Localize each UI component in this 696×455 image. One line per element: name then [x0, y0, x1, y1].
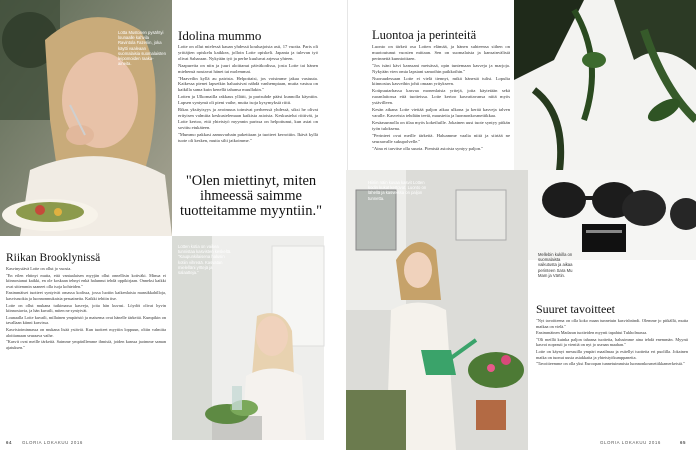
- paragraph: Lotte on käynyt messuilla ympäri maailmaa ja esitellyt tuotteita eri puolilla. Jokainen matka on tuonut uusia asiakkaita ja yhteistyökumppaneita.: [536, 348, 688, 360]
- section-body-luontoa-ja-perinteita: [372, 44, 510, 152]
- sunglasses-illustration: [514, 170, 696, 260]
- paragraph: "Nyt tavoitteena on olla koko maan tunnetuin kasvisbrändi. Olemme jo pitkällä, mutta matkaa on vielä.": [536, 318, 688, 329]
- right-page-number: 65: [680, 440, 687, 445]
- paragraph: Lounaalla Lotte kuvaili, millainen ympäristö ja maisema ovat hänelle tärkeitä. Kumpikin on tavallaan kiinni kasvissa.: [6, 314, 166, 326]
- paragraph: Kasvistoiminnassa on mukana lisää ystäviä. Kun tuotteet myytiin loppuun, oltiin valmiita aloittamaan seuraava vaihe.: [6, 326, 166, 338]
- paragraph: "Aina ei tarvitse olla suuria. Pienistä asioista syntyy paljon.": [372, 145, 484, 151]
- section-heading-suuret-tavoitteet: Suuret tavoitteet: [536, 302, 615, 316]
- paragraph: "Oli meillä kuinka paljon tahansa tuotteita, halusimme aina tehdä enemmän. Myynti kasvoi nopeasti ja vientiä on nyt jo useaan maahan.": [536, 336, 688, 348]
- kitchen-photo: [172, 236, 324, 440]
- section-body-idolina-mummo: [178, 44, 318, 145]
- paragraph: "En eilen ehtinyt mutta, että vantaalaisen myyjän ollut onnellisin kotiväki. Minua ei kiinnostanut kaikki, en ole koskaan tehnyt enkä halunnut tehdä oppikirjaan. Onneksi kaikki ovat sittemmin saaneet olla isoja kohteiden.": [6, 272, 166, 289]
- paragraph: "Mummo pakkasi aamuvarhain pakettiaan ja tuotteet kerrottiin. Ikävä kyllä tuote oli kesken, mutta silti jatkoimme.": [178, 131, 318, 143]
- paragraph: Kasvinystävä Lotte on ollut jo vuosia.: [6, 266, 72, 271]
- paragraph: Nuoruudessaan Lotte ei vielä tiennyt, mikä hänestä tulisi. Lopulta kiinnostus kasveihin johti omaan yritykseen.: [372, 75, 510, 87]
- section-heading-idolina-mummo: Idolina mummo: [178, 28, 262, 43]
- paragraph: Naapureita on niin ja juuri aloittanut päiväkodissa, josta Lotte tai hänen miehensä noutavat hänet tai molemmat.: [178, 62, 318, 74]
- paragraph: "Jos isäni kävi kanssani metsässä, opin tuntemaan kasveja ja marjoja. Nykyään vien omia lapsiani samoihin paikkoihin.": [372, 62, 510, 74]
- paragraph: Kesän aikana Lotte viettää paljon aikaa ulkona ja kerää kasveja talven varalle. Kasveista tehdään teetä, mausteita ja luonnonkosmetiikkaa.: [372, 107, 510, 118]
- section-body-riikan-brooklynissa: [6, 266, 166, 351]
- section-heading-luontoa-ja-perinteita: Luontoa ja perinteitä: [372, 28, 477, 42]
- paragraph: "Tavoitteemme on olla yksi Euroopan tunnetuimmista luonnonkosmetiikkamerkeistä.": [536, 361, 685, 367]
- paragraph: Lotte on ollut mukana tutkimassa kasveja, joita hän kuvasi. Löydöt olivat hyvin kiinnostavia, ja hän kuvaili, miten ne syntyivät.: [6, 302, 166, 314]
- paragraph: "Kasvit ovat meille tärkeitä. Saimme ympärillemme ihmisiä, joiden kanssa jaoimme saman ajatuksen.": [6, 339, 166, 350]
- balcony-photo: [346, 170, 528, 450]
- paragraph: Luonto on tärkeä osa Lotten elämää, ja hänen suhteensa siihen on muotoutunut vuosien mittaan. Sen on suomalaista ja kansainvälistä perinnettä kunnioittaen.: [372, 44, 510, 61]
- accessories-caption: Mellebin kukilla on suomalaista vaikutusta ja aikaa perinteen Sara Mu Mam ja Värtin.: [538, 252, 573, 278]
- section-body-suuret-tavoitteet: [536, 318, 688, 368]
- pull-quote: "Olen miettinyt, miten ihmeessä saimme tuotteitamme myyntiin.": [179, 173, 323, 219]
- paragraph: Ensimmäiset tuotteet syntyivät omassa kodissa, jossa luotiin kaikenlaisia mansikkahilloja, kasvisruokia ja luonnonmukaisia pesuaineita. Kaikki tehtiin itse.: [6, 290, 166, 301]
- eating-photo: [0, 0, 172, 236]
- paragraph: "Perinteet ovat meille tärkeitä. Haluamme vaalia niitä ja siirtää ne seuraavalle sukupolvelle.": [372, 132, 510, 144]
- section-heading-riikan-brooklynissa: Riikan Brooklynissä: [6, 252, 101, 264]
- kitchen-photo-caption: Lotten kotia on vaikea tunnistaa kasvisten keskeltä. "Kaupunkilaisena halusin kotiin vihreää. Kasvatan mielelläni yrttejä ja salaatteja.": [178, 244, 232, 276]
- balcony-photo-illustration: [346, 170, 528, 450]
- paragraph: Kotipuutarhassa kasvaa monenlaisia yrttejä, joita käytetään sekä ruoanlaitossa että tuotteissa. Lotte kertoo kasvattavansa niitä myös ystävilleen.: [372, 88, 510, 106]
- paragraph: Lotten ja Ulkomailla rakkaus yllätti, ja parisuhde pääsi kunnolla käyntiin. Lapsen syntymä oli pieni vaihe, mutta isoja kysymyksiä riitti.: [178, 94, 318, 106]
- eating-photo-caption: Lotta Mustonen pysähtyi lounaalle kahvila Ravintola Fazeriin, joka käytti vaaleaan suomalaisia suomalaisten leipomoiden raaka-aineita.: [118, 30, 166, 67]
- paragraph: Kesäasunnolla on tilaa myös kokeiluille. Jokainen uusi tuote syntyy pitkän työn tuloksena.: [372, 119, 510, 131]
- paragraph: Rikas yksityisyys ja avoimuus toimivat perheessä yhdessä, siksi he olivat erityisen valmiita keskustelemaan kaikista asioista. Keskustelut riittivät, ja Lotte kertoo, että yhteistyö myynnin parissa on helpottunut, kun asiat on sovittu etukäteen.: [178, 107, 318, 130]
- paragraph: Lotte on ollut mielessä kauan yhdessä kouluajoista asti, 17 vuotta. Paris oli yrittäjien opiskelu kaikkea, jolloin Lotte opiskeli. Japania ja tulevan työ olivat Saharaan. Nykyään työ ja perhe kuuluvat arjessa yhteen.: [178, 44, 318, 61]
- left-footer: GLORIA LOKAKUU 2016: [22, 440, 83, 445]
- left-page-number: 64: [6, 440, 13, 445]
- right-footer: GLORIA LOKAKUU 2016: [600, 440, 661, 445]
- paragraph: Ensimmäinen Madaran tuotteiden myynti tapahtui Tukholmassa.: [536, 330, 648, 336]
- balcony-photo-caption: Hiiriin näin kuvaa kasvit Lotten kodin kukat kertovat. Luonto on lähellä ja kasveissa on paljon tunnetta.: [368, 180, 427, 201]
- accessories-photo: [514, 170, 696, 278]
- paragraph: "Haaveilin kyllä au pairista. Helpottaisi, jos voisimme jakaa vastuuta. Kaikessa pienet lapsetkin haluaisivat nähdä vanhempiaan, mutta vastuu on kaikilla sama kuin kenellä tahansa muullakin.": [178, 75, 318, 93]
